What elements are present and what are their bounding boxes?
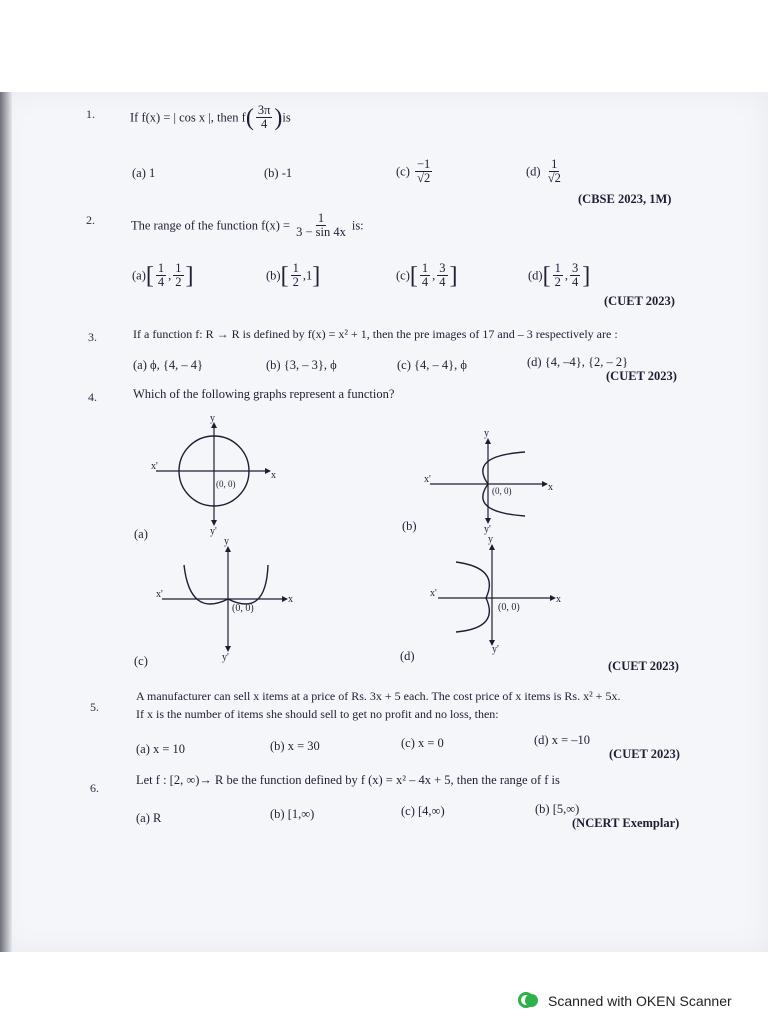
graph-d-label: (d)	[400, 649, 415, 663]
q1-option-b: (b) -1	[264, 166, 293, 180]
q1-option-c: (c) $\frac{-1}{√2}$	[396, 157, 431, 186]
question-2-stem: The range of the function f(x) = $\frac{1}{3 - \sin 4x}$ is:	[131, 211, 364, 240]
svg-text:x: x	[548, 482, 553, 493]
q2-option-a: (a)[ $\frac{1}{4}$ , $\frac{1}{2}$ ]	[132, 261, 194, 290]
q2-source: (CUET 2023)	[604, 294, 675, 308]
svg-text:x': x'	[430, 588, 437, 599]
q1-source: (CBSE 2023, 1M)	[578, 192, 672, 206]
graph-c-parabola	[150, 536, 300, 663]
question-5-number: 5.	[90, 700, 99, 714]
graph-a-origin-label: (0, 0)	[216, 479, 236, 489]
q6-option-d: (b) [5,∞)	[535, 802, 580, 816]
svg-text:x': x'	[156, 589, 163, 600]
graph-b-origin-label: (0, 0)	[492, 486, 512, 496]
svg-text:x: x	[288, 594, 293, 605]
scanner-watermark	[518, 990, 732, 1012]
q5-option-d: (d) x = –10	[534, 733, 591, 747]
svg-text:y': y'	[222, 652, 229, 663]
q3-option-a: (a) ϕ, {4, – 4}	[133, 358, 203, 372]
graph-a-xp-label: x'	[151, 461, 158, 472]
question-1-number: 1.	[86, 107, 95, 121]
question-4-stem: Which of the following graphs represent a function?	[133, 387, 395, 401]
q3-option-b: (b) {3, – 3}, ϕ	[266, 358, 337, 372]
question-1-argument: $\frac{3\pi}{4}$	[257, 103, 271, 132]
q2-option-c: (c)[ $\frac{1}{4}$ , $\frac{3}{4}$ ]	[396, 261, 458, 290]
page-edge-shadow	[0, 92, 12, 952]
question-2-number: 2.	[86, 213, 95, 227]
graph-a-x-label: x	[271, 470, 276, 481]
q4-source: (CUET 2023)	[608, 659, 679, 673]
question-4-number: 4.	[88, 390, 97, 404]
question-1-stem: If f(x) = | cos x |, then f( $\frac{3\pi}{4}$ )is	[130, 103, 291, 132]
graph-d-origin-label: (0, 0)	[498, 602, 520, 613]
q1-option-a: (a) 1	[132, 166, 156, 180]
graph-c-label: (c)	[134, 654, 148, 668]
question-1-stem-text: If f(x) = | cos x |, then f	[130, 110, 246, 125]
graph-c-curve	[184, 565, 268, 604]
graph-a-circle	[150, 413, 280, 541]
q6-source: (NCERT Exemplar)	[572, 816, 680, 830]
svg-text:x: x	[556, 594, 561, 605]
q6-option-c: (c) [4,∞)	[401, 804, 445, 818]
question-6-stem: Let f : [2, ∞)→ R be the function defined by f (x) = x² – 4x + 5, then the range of f is	[136, 773, 560, 787]
q6-option-b: (b) [1,∞)	[270, 807, 315, 821]
svg-text:y: y	[488, 534, 493, 545]
svg-text:x': x'	[424, 474, 431, 485]
q6-option-a: (a) R	[136, 811, 162, 825]
svg-text:y: y	[484, 428, 489, 439]
q2-option-d: (d)[ $\frac{1}{2}$ , $\frac{3}{4}$ ]	[528, 261, 591, 290]
graph-a-label: (a)	[134, 527, 148, 541]
svg-text:y: y	[224, 536, 229, 547]
svg-text:y': y'	[492, 644, 499, 655]
graph-b-label: (b)	[402, 519, 417, 533]
q3-option-d: (d) {4, –4}, {2, – 2}	[527, 355, 629, 369]
q1-option-d: (d) $\frac{1}{√2}$	[526, 157, 561, 186]
q5-option-b: (b) x = 30	[270, 739, 320, 753]
question-3-number: 3.	[88, 330, 97, 344]
q5-option-c: (c) x = 0	[401, 736, 444, 750]
oken-logo-icon	[518, 991, 540, 1011]
svg-text:y': y'	[484, 524, 491, 535]
graph-b-parabola	[420, 428, 560, 535]
graph-a-y-label: y	[210, 413, 215, 424]
graph-c-origin-label: (0, 0)	[232, 603, 254, 614]
q2-option-b: (b)[ $\frac{1}{2}$ ,1]	[266, 261, 321, 290]
graph-a-yp-label: y'	[210, 526, 217, 537]
graph-d-parabola	[428, 534, 568, 655]
q3-source: (CUET 2023)	[606, 369, 677, 383]
graph-d-curve	[456, 562, 489, 632]
question-6-number: 6.	[90, 781, 99, 795]
q3-option-c: (c) {4, – 4}, ϕ	[397, 358, 467, 372]
q5-source: (CUET 2023)	[609, 747, 680, 761]
question-3-stem: If a function f: R → R is defined by f(x) = x² + 1, then the pre images of 17 and – 3 respectively are :	[133, 327, 618, 341]
scanner-watermark-text: Scanned with OKEN Scanner	[548, 993, 732, 1009]
q5-option-a: (a) x = 10	[136, 742, 186, 756]
question-5-stem-line1: A manufacturer can sell x items at a price of Rs. 3x + 5 each. The cost price of x items is Rs. x² + 5x.	[136, 689, 621, 703]
question-5-stem-line2: If x is the number of items she should sell to get no profit and no loss, then:	[136, 707, 499, 721]
